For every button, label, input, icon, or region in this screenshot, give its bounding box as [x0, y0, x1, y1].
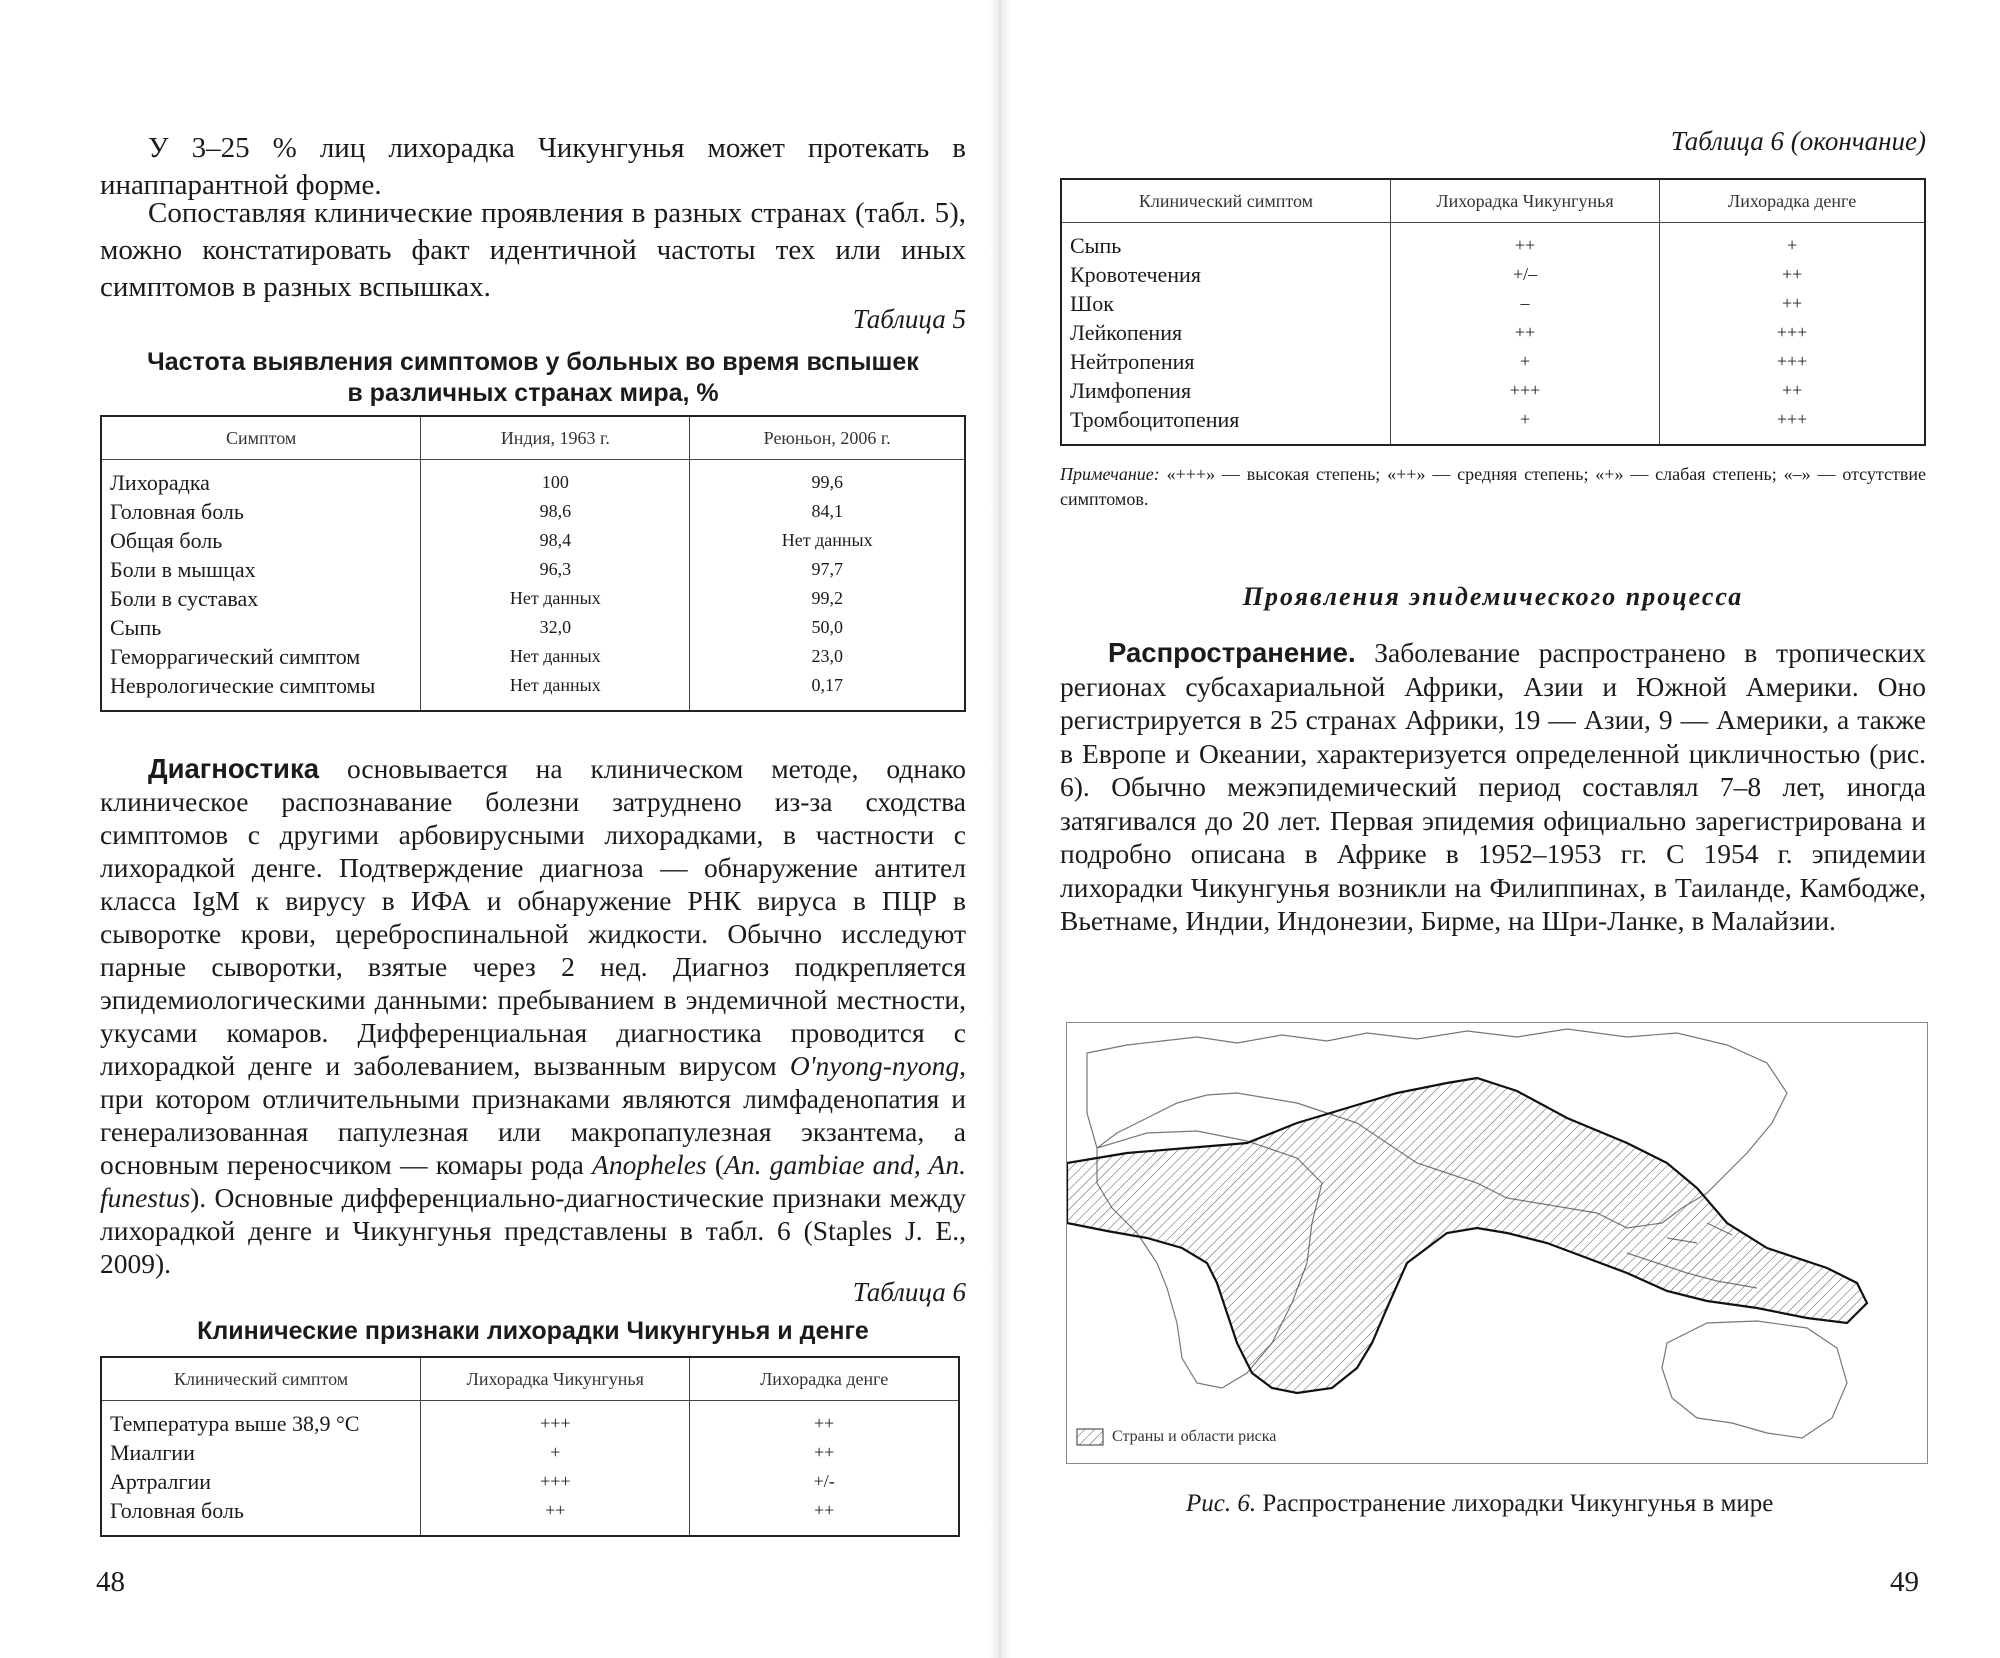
table-cell: +	[1660, 223, 1925, 261]
diagnostics-text-1: основывается на клиническом методе, однако клиническое распознавание болезни затруднено из-за сходства симптомов с другими арбовирусными лихорадками, в частности с лихорадкой денге. Подтверждение диагноза — обнаружение антител класса IgM к вирусу в ИФА и обнаружение РНК вируса в ПЦР в сыворотке крови, цереброспинальной жидкости. Обычно исследуют парные сыворотки, взятые через 2 нед. Диагноз подкрепляется эпидемиологическими данными: пребыванием в эндемичной местности, укусами комаров. Дифференциальная диагностика проводится с лихорадкой денге и заболеванием, вызванным вирусом	[100, 753, 966, 1081]
table-cell: ++	[690, 1401, 959, 1439]
world-map-figure	[1066, 1022, 1928, 1464]
table5-title-line1: Частота выявления симптомов у больных во время вспышек	[147, 348, 919, 376]
table-row	[101, 642, 965, 671]
note-text: «+++» — высокая степень; «++» — средняя степень; «+» — слабая степень; «–» — отсутствие симптомов.	[1060, 464, 1926, 509]
table-cell: 84,1	[690, 497, 965, 526]
table-cell: Геморрагический симптом	[101, 642, 421, 671]
table-cell: Неврологические симптомы	[101, 671, 421, 711]
table-cell: 98,6	[421, 497, 690, 526]
table-cell: +++	[1660, 318, 1925, 347]
table-cell: +	[421, 1438, 690, 1467]
table-cell: +	[1390, 405, 1659, 445]
table-row	[1061, 289, 1925, 318]
table6-header-dengue: Лихорадка денге	[690, 1357, 959, 1401]
note-label: Примечание:	[1060, 464, 1160, 484]
table-row	[1061, 376, 1925, 405]
spread-text: Заболевание распространено в тропических регионах субсахариальной Африки, Азии и Южной Америки. Оно регистрируется в 25 странах Африки, 19 — Азии, 9 — Америки, а также в Европе и Океании, характеризуется определенной цикличностью (рис. 6). Обычно межэпидемический период составлял 7–8 лет, иногда затягивался до 20 лет. Первая эпидемия официально зарегистрирована и подробно описана в Африке в 1952–1953 гг. С 1954 г. эпидемии лихорадки Чикунгунья возникли на Филиппинах, в Таиланде, Камбодже, Вьетнаме, Индии, Индонезии, Бирме, на Шри-Ланке, в Малайзии.	[1060, 637, 1926, 936]
table5-header-india: Индия, 1963 г.	[421, 416, 690, 460]
figure-label: Рис. 6.	[1186, 1490, 1257, 1517]
table-row	[101, 613, 965, 642]
intro-paragraph-2: Сопоставляя клинические проявления в разных странах (табл. 5), можно констатировать факт идентичной частоты тех или иных симптомов в разных вспышках.	[100, 197, 966, 303]
table-cell: Миалгии	[101, 1438, 421, 1467]
table6-cont-header-dengue: Лихорадка денге	[1660, 179, 1925, 223]
table-cell: 100	[421, 460, 690, 498]
table-cell: Головная боль	[101, 1496, 421, 1536]
table-cell: Артралгии	[101, 1467, 421, 1496]
table-cell: Головная боль	[101, 497, 421, 526]
table-cell: Нет данных	[421, 584, 690, 613]
table-cell: Лихорадка	[101, 460, 421, 498]
table-cell: +/–	[1390, 260, 1659, 289]
map-legend	[1076, 1428, 1276, 1446]
table-cell: +++	[1660, 405, 1925, 445]
table-row	[101, 1438, 959, 1467]
table-cell: Тромбоцитопения	[1061, 405, 1390, 445]
table-row	[101, 1496, 959, 1536]
table6-label: Таблица 6	[852, 1277, 966, 1307]
page-number-right: 49	[1890, 1566, 1919, 1598]
table5-header-symptom: Симптом	[101, 416, 421, 460]
intro-paragraph-1: У 3–25 % лиц лихорадка Чикунгунья может протекать в инаппарантной форме.	[100, 132, 966, 201]
table-cell: ++	[690, 1496, 959, 1536]
table6-continued	[1060, 178, 1926, 446]
table-cell: 50,0	[690, 613, 965, 642]
page-number-left: 48	[96, 1566, 125, 1598]
section-title: Проявления эпидемического процесса	[1242, 582, 1744, 611]
table-cell: Температура выше 38,9 °С	[101, 1401, 421, 1439]
table-cell: +++	[421, 1401, 690, 1439]
table6-header-chikungunya: Лихорадка Чикунгунья	[421, 1357, 690, 1401]
australia-landmass	[1662, 1321, 1847, 1438]
table-cell: ++	[1660, 376, 1925, 405]
table-row	[1061, 318, 1925, 347]
table-row	[1061, 260, 1925, 289]
table-row	[101, 584, 965, 613]
table5-title-line2: в различных странах мира, %	[347, 379, 719, 407]
table-cell: 0,17	[690, 671, 965, 711]
diagnostics-lead: Диагностика	[148, 753, 320, 784]
table-cell: ++	[421, 1496, 690, 1536]
table-cell: Сыпь	[101, 613, 421, 642]
table-cell: Лимфопения	[1061, 376, 1390, 405]
table-row	[101, 555, 965, 584]
spread-lead: Распространение.	[1108, 637, 1356, 668]
legend-label: Страны и области риска	[1112, 1428, 1277, 1445]
table-cell: ++	[1660, 289, 1925, 318]
table-row	[1061, 405, 1925, 445]
table-cell: 97,7	[690, 555, 965, 584]
spread-paragraph	[1060, 636, 1926, 938]
diagnostics-text-2: , при котором отличительными признаками являются лимфаденопатия и генерализованная папулезная или макропапулезная экзантема, а основным переносчиком — комары рода	[100, 1050, 966, 1180]
diagnostics-paragraph	[100, 752, 966, 1280]
diagnostics-text-4: ). Основные дифференциально-диагностические признаки между лихорадкой денге и Чикунгунья представлены в табл. 6 (Staples J. E., 2009).	[100, 1182, 966, 1279]
table6-header-row	[101, 1357, 959, 1401]
table5	[100, 415, 966, 712]
table6-cont-label: Таблица 6 (окончание)	[1670, 126, 1926, 156]
table-cell: Нет данных	[421, 642, 690, 671]
figure-caption-text: Распространение лихорадки Чикунгунья в мире	[1256, 1490, 1774, 1517]
table-cell: 99,6	[690, 460, 965, 498]
table-cell: Сыпь	[1061, 223, 1390, 261]
table6-cont-header-symptom: Клинический симптом	[1061, 179, 1390, 223]
table6-title: Клинические признаки лихорадки Чикунгунья и денге	[197, 1317, 869, 1345]
table-cell: +++	[1390, 376, 1659, 405]
table6	[100, 1356, 960, 1537]
table-cell: 32,0	[421, 613, 690, 642]
table-cell: 99,2	[690, 584, 965, 613]
table6-note	[1060, 462, 1926, 512]
table-row	[1061, 223, 1925, 261]
table-row	[101, 1467, 959, 1496]
diagnostics-virus-name: O'nyong-nyong	[789, 1050, 960, 1081]
table5-label: Таблица 5	[852, 304, 966, 334]
world-map	[1067, 1023, 1927, 1463]
table-row	[101, 671, 965, 711]
table-cell: +++	[1660, 347, 1925, 376]
risk-area	[1067, 1078, 1867, 1393]
table-cell: 96,3	[421, 555, 690, 584]
table-cell: ++	[1390, 223, 1659, 261]
table-cell: ++	[1390, 318, 1659, 347]
table-cell: Боли в суставах	[101, 584, 421, 613]
table-cell: Нейтропения	[1061, 347, 1390, 376]
table-row	[1061, 347, 1925, 376]
table-row	[101, 497, 965, 526]
table-cell: Боли в мышцах	[101, 555, 421, 584]
diagnostics-genus: Anopheles	[592, 1149, 707, 1180]
table6-cont-header-row	[1061, 179, 1925, 223]
table-cell: Нет данных	[421, 671, 690, 711]
table-row	[101, 460, 965, 498]
table-cell: 98,4	[421, 526, 690, 555]
figure-caption	[1186, 1490, 1773, 1518]
table-cell: +	[1390, 347, 1659, 376]
table5-header-reunion: Реюньон, 2006 г.	[690, 416, 965, 460]
table-cell: –	[1390, 289, 1659, 318]
table-cell: +/-	[690, 1467, 959, 1496]
table-cell: Общая боль	[101, 526, 421, 555]
table-cell: ++	[690, 1438, 959, 1467]
table6-header-symptom: Клинический симптом	[101, 1357, 421, 1401]
table-cell: Нет данных	[690, 526, 965, 555]
diagnostics-species: An. gambiae and, An. funestus	[100, 1149, 966, 1213]
legend-hatch-swatch	[1076, 1428, 1104, 1446]
table-cell: ++	[1660, 260, 1925, 289]
table-row	[101, 526, 965, 555]
table5-header-row	[101, 416, 965, 460]
diagnostics-text-3: (	[706, 1149, 725, 1180]
table-cell: Лейкопения	[1061, 318, 1390, 347]
table-cell: +++	[421, 1467, 690, 1496]
table-cell: Шок	[1061, 289, 1390, 318]
table-cell: Кровотечения	[1061, 260, 1390, 289]
table6-cont-header-chikungunya: Лихорадка Чикунгунья	[1390, 179, 1659, 223]
table-cell: 23,0	[690, 642, 965, 671]
table-row	[101, 1401, 959, 1439]
table5-title	[100, 347, 966, 409]
